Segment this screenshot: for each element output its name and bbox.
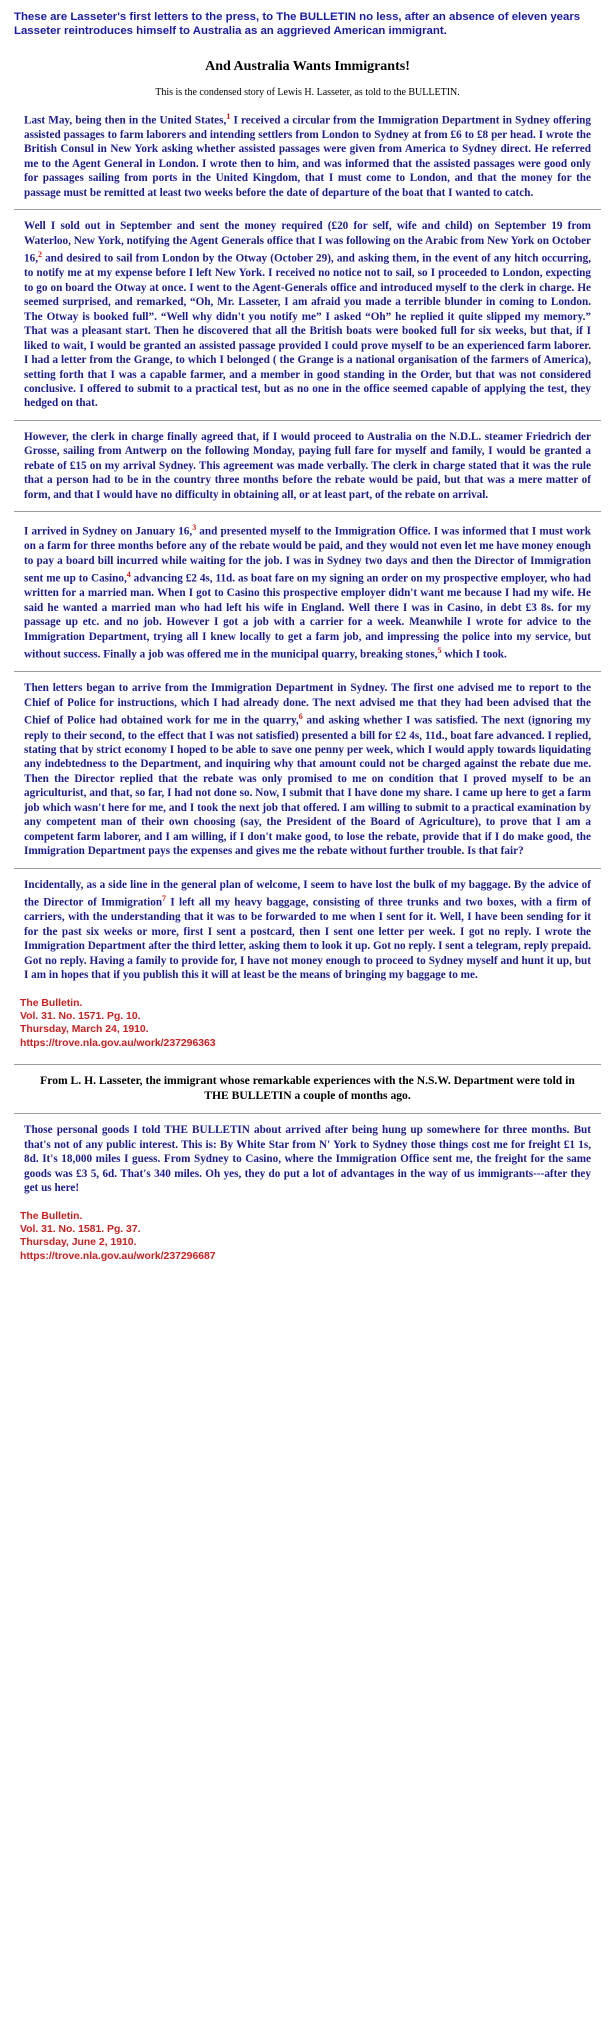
paragraph-3: However, the clerk in charge finally agreed that, if I would proceed to Australia on the N.D.L. steamer Friedrich der Grosse, sailing from Antwerp on the following Monday, paying full fare for myself and family, I would be granted a rebate of £15 on my arrival Sydney. This agreement was made verbally. The clerk in charge stated that it was the rule that a person had to be in the country three months before the rebate would be paid, but that was a mere matter of form, and that I would have no difficulty in obtaining all, or at least part, of the rebate on arrival. [24, 430, 591, 501]
article2-heading: From L. H. Lasseter, the immigrant whose remarkable experiences with the N.S.W. Department were told in THE BULLETIN a couple of months ago. [40, 1074, 575, 1102]
citation-date: Thursday, March 24, 1910. [20, 1024, 149, 1036]
article2-paragraph: Those personal goods I told THE BULLETIN about arrived after being hung up somewhere for three months. But that's not of any public interest. This is: By White Star from N' York to Sydney those things cost me for freight £1 1s, 8d. It's 18,000 miles I guess. From Sydney to Casino, where the Immigration Office sent me, the freight for the same goods was £3 5, 6d. That's 340 miles. Oh yes, they do put a lot of advantages in the way of us immigrants---after they get us here! [24, 1124, 591, 1195]
divider [14, 511, 601, 512]
footnote-marker-6[interactable]: 6 [298, 712, 303, 722]
paragraph-6: Incidentally, as a side line in the general plan of welcome, I seem to have lost the bulk of my baggage. By the advice of the Director of Immigration$^7$ I left all my heavy baggage, consisting of three trunks and two boxes, with a firm of carriers, with the understanding that it was to be forwarded to me when I sent for it. Well, I have been sending for it for the past six weeks or more, first I sent a postcard, then I sent one letter per week. I got no reply. I wrote the Immigration Department after the third letter, asking them to look it up. Got no reply. I sent a telegram, reply prepaid. Got no reply. Having a family to provide for, I have not money enough to proceed to Sydney myself and hunt it up, but I am in hopes that if you publish this it will at least be the means of bringing my baggage to me. [24, 878, 591, 982]
citation-volume: Vol. 31. No. 1581. Pg. 37. [20, 1224, 141, 1235]
footnote-marker-1[interactable]: 1 [226, 111, 231, 121]
divider [14, 671, 601, 672]
citation-volume: Vol. 31. No. 1571. Pg. 10. [20, 1010, 141, 1022]
citation-publication: The Bulletin. [20, 1210, 83, 1222]
divider [14, 868, 601, 869]
intro-note: These are Lasseter's first letters to the press, to The BULLETIN no less, after an absence of eleven years Lasseter reintroduces himself to Australia as an aggrieved American immigrant. [14, 11, 581, 38]
article-subtitle: This is the condensed story of Lewis H. Lasseter, as told to the BULLETIN. [155, 86, 460, 98]
citation-date: Thursday, June 2, 1910. [20, 1237, 137, 1249]
citation-publication: The Bulletin. [20, 997, 83, 1009]
divider [14, 209, 601, 210]
divider [14, 1064, 601, 1065]
citation-2 [14, 1210, 601, 1264]
footnote-marker-5[interactable]: 5 [437, 646, 442, 656]
paragraph-1: Last May, being then in the United States,$^1$ I received a circular from the Immigration Department in Sydney offering assisted passages to farm laborers and intending settlers from London to Sydney at from £6 to £8 per head. I wrote the British Consul in New York asking whether assisted passages were given from America to Sydney direct. He referred me to the Agent General in London. I wrote then to him, and was informed that the assisted passages were good only for passages sailing from ports in the United Kingdom, that I must come to London, and that the money for the passage must be remitted at least two weeks before the date of departure of the boat that I wanted to catch. [24, 111, 591, 199]
article-title: And Australia Wants Immigrants! [205, 58, 410, 74]
page [0, 10, 615, 1263]
footnote-marker-4[interactable]: 4 [126, 570, 131, 580]
footnote-marker-3[interactable]: 3 [192, 523, 197, 533]
footnote-marker-2[interactable]: 2 [37, 250, 42, 260]
paragraph-2: Well I sold out in September and sent the money required (£20 for self, wife and child) on September 19 from Waterloo, New York, notifying the Agent Generals office that I was following on the Arabic from New York on October 16,$^2$ and desired to sail from London by the Otway (October 29), and asking them, in the event of any hitch occurring, to notify me at my expense before I left New York. I received no notice not to sail, so I proceeded to London, expecting to go on board the Otway at once. I went to the Agent-Generals office and introduced myself to the clerk in charge. He seemed surprised, and remarked, “Oh, Mr. Lasseter, I am afraid you made a terrible blunder in coming to London. The Otway is booked full”. “Well why didn't you notify me” I asked “Oh” he replied it quite slipped my memory.” That was a pleasant start. Then he discovered that all the British boats were booked full for six weeks, but that, if I liked to wait, I would be granted an assisted passage provided I could prove myself to be an experienced farm laborer. I had a letter from the Grange, to which I belonged ( the Grange is a national organisation of the farmers of America), setting forth that I was a capable farmer, and a member in good standing in the Order, but that was not considered conclusive. I offered to submit to a practical test, but as no one in the office seemed capable of applying the test, they hedged on that. [24, 220, 591, 410]
citation-1 [14, 997, 601, 1051]
citation-link[interactable]: https://trove.nla.gov.au/work/237296687 [20, 1250, 216, 1262]
divider [14, 420, 601, 421]
citation-link[interactable]: https://trove.nla.gov.au/work/237296363 [20, 1037, 216, 1049]
footnote-marker-7[interactable]: 7 [162, 894, 167, 904]
paragraph-4: I arrived in Sydney on January 16,$^3$ and presented myself to the Immigration Office. I was informed that I must work on a farm for three months before any of the rebate would be paid, and they would not even let me have money enough to pay a board bill incurred while waiting for the job. I was in Sydney two days and then the Director of Immigration sent me up to Casino,$^4$ advancing £2 4s, 11d. as boat fare on my signing an order on my prospective employer, who had written for a married man. When I got to Casino this prospective employer didn't want me because I had my wife. He said he wanted a married man who had left his wife in England. Well there I was in Casino, in debt £3 8s. for my passage up etc. and no job. However I got a job with a carrier for a week. Meanwhile I wrote for advice to the Immigration Department, trying all I knew locally to get a farm job, and impressing the police into my service, but without success. Finally a job was offered me in the municipal quarry, breaking stones,$^5$ which I took. [24, 523, 591, 661]
divider [14, 1113, 601, 1114]
paragraph-5: Then letters began to arrive from the Immigration Department in Sydney. The first one advised me to report to the Chief of Police for instructions, which I had already done. The next advised me that they had been advised that the Chief of Police had obtained work for me in the quarry,$^6$ and asking whether I was satisfied. The next (ignoring my reply to their second, to the effect that I was not satisfied) presented a bill for £2 4s, 11d., boat fare advanced. I replied, stating that by strict economy I hoped to be able to save one penny per week, which I would apply towards liquidating any indebtedness to the Department, and inquiring why that amount could not be charged against the rebate due me. Then the Director replied that the rebate was only promised to me on condition that I proved myself to be an agriculturist, and that, so far, I had not done so. Now, I submit that I have done my share. I came up here to get a farm job which wasn't here for me, and I took the next job that offered. I am willing to submit to a practical examination by any competent man of their own choosing (say, the President of the Board of Agriculture), to prove that I am a competent farm laborer, and I am willing, if I don't make good, to lose the rebate, provide that if I do make good, the Immigration Department pays the expenses and gives me the rebate without further trouble. Is that fair? [24, 682, 591, 858]
